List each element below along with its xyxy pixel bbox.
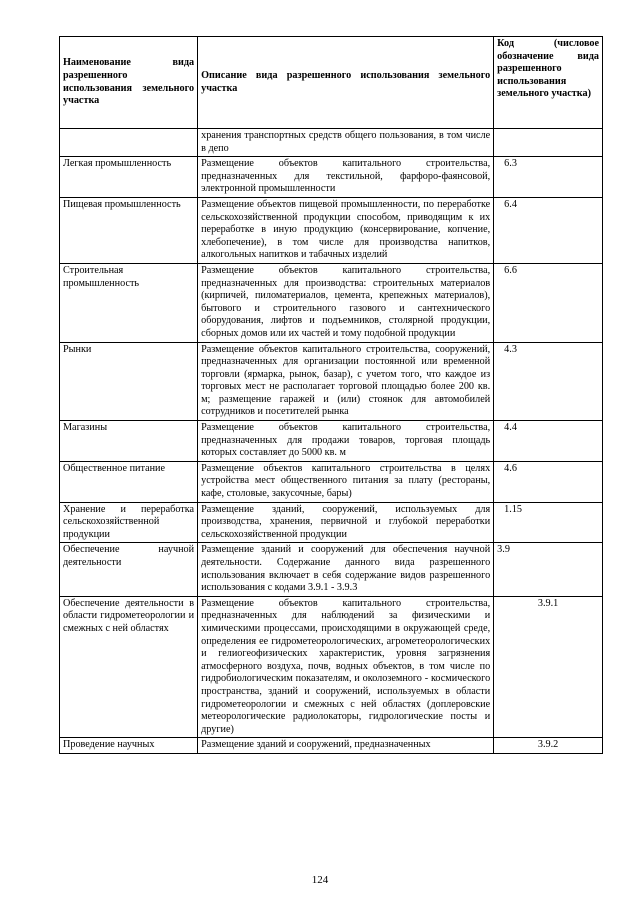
table-row (60, 342, 603, 421)
row-code-cell: 3.9 (494, 543, 603, 596)
land-use-table (59, 36, 603, 754)
row-description-cell: Размещение объектов пищевой промышленности, по переработке сельскохозяйственной продукции способом, приводящим к их переработке в иную продукцию (консервирование, копчение, хлебопечение), в том числе для производства напитков, алкогольных напитков и табачных изделий (198, 197, 494, 263)
row-name-cell: Легкая промышленность (60, 157, 198, 198)
row-description-cell: Размещение объектов капитального строительства в целях устройства мест общественного питания за плату (рестораны, кафе, столовые, закусочные, бары) (198, 461, 494, 502)
table-row (60, 461, 603, 502)
row-code-cell: 6.4 (494, 197, 603, 263)
row-name-cell: Пищевая промышленность (60, 197, 198, 263)
row-description-cell: Размещение зданий, сооружений, используемых для производства, хранения, первичной и глубокой переработки сельскохозяйственной продукции (198, 502, 494, 543)
table-row (60, 421, 603, 462)
page-number: 124 (311, 874, 329, 886)
table-row (60, 502, 603, 543)
row-name-cell: Рынки (60, 342, 198, 421)
row-description-cell: Размещение зданий и сооружений для обеспечения научной деятельности. Содержание данного вида разрешенного использования включает в себя содержание видов разрешенного использования с кодами 3.9.1 - 3.9.3 (198, 543, 494, 596)
table-row (60, 197, 603, 263)
table-row (60, 543, 603, 596)
row-code-cell (494, 129, 603, 157)
table-header-row (60, 37, 603, 129)
row-description-cell: хранения транспортных средств общего пользования, в том числе в депо (198, 129, 494, 157)
row-description-cell: Размещение объектов капитального строительства, сооружений, предназначенных для организации постоянной или временной торговли (ярмарка, рынок, базар), с учетом того, что каждое из торговых мест не располагает торговой площадью более 200 кв. м; размещение гаражей и (или) стоянок для автомобилей сотрудников и посетителей рынка (198, 342, 494, 421)
table-row (60, 129, 603, 157)
table-row (60, 157, 603, 198)
row-description-cell: Размещение зданий и сооружений, предназначенных (198, 738, 494, 754)
row-description-cell: Размещение объектов капитального строительства, предназначенных для производства: строительных материалов (кирпичей, пиломатериалов, цемента, крепежных материалов), бытового и строительного газового и сантехнического оборудования, лифтов и подъемников, столярной продукции, сборных домов или их частей и тому подобной продукции (198, 263, 494, 342)
row-code-cell: 4.4 (494, 421, 603, 462)
header-name-cell: Наименование вида разрешенного использования земельного участка (60, 37, 198, 129)
header-code-cell: Код (числовое обозначение вида разрешенного использования земельного участка) (494, 37, 603, 129)
row-code-cell: 3.9.1 (494, 596, 603, 738)
row-description-cell: Размещение объектов капитального строительства, предназначенных для наблюдений за физическими и химическими процессами, происходящими в окружающей среде, определения ее гидрометеорологических, агрометеорологических и гелиогеофизических характеристик, уровня загрязнения атмосферного воздуха, почв, водных объектов, в том числе по гидробиологическим показателям, и околоземного - космического пространства, зданий и сооружений, используемых в области гидрометеорологии и смежных с ней областях (доплеровские метеорологические радиолокаторы, гидрологические посты и другие) (198, 596, 494, 738)
row-name-cell (60, 129, 198, 157)
header-description-cell: Описание вида разрешенного использования земельного участка (198, 37, 494, 129)
row-code-cell: 6.6 (494, 263, 603, 342)
row-code-cell: 1.15 (494, 502, 603, 543)
row-name-cell: Магазины (60, 421, 198, 462)
row-name-cell: Обеспечение научной деятельности (60, 543, 198, 596)
table-row (60, 263, 603, 342)
row-code-cell: 3.9.2 (494, 738, 603, 754)
row-code-cell: 4.6 (494, 461, 603, 502)
row-name-cell: Обеспечение деятельности в области гидрометеорологии и смежных с ней областях (60, 596, 198, 738)
table-row (60, 596, 603, 738)
table-row (60, 738, 603, 754)
row-code-cell: 4.3 (494, 342, 603, 421)
row-description-cell: Размещение объектов капитального строительства, предназначенных для текстильной, фарфоро-фаянсовой, электронной промышленности (198, 157, 494, 198)
row-name-cell: Проведение научных (60, 738, 198, 754)
row-description-cell: Размещение объектов капитального строительства, предназначенных для продажи товаров, торговая площадь которых составляет до 5000 кв. м (198, 421, 494, 462)
row-code-cell: 6.3 (494, 157, 603, 198)
row-name-cell: Строительная промышленность (60, 263, 198, 342)
row-name-cell: Общественное питание (60, 461, 198, 502)
row-name-cell: Хранение и переработка сельскохозяйственной продукции (60, 502, 198, 543)
